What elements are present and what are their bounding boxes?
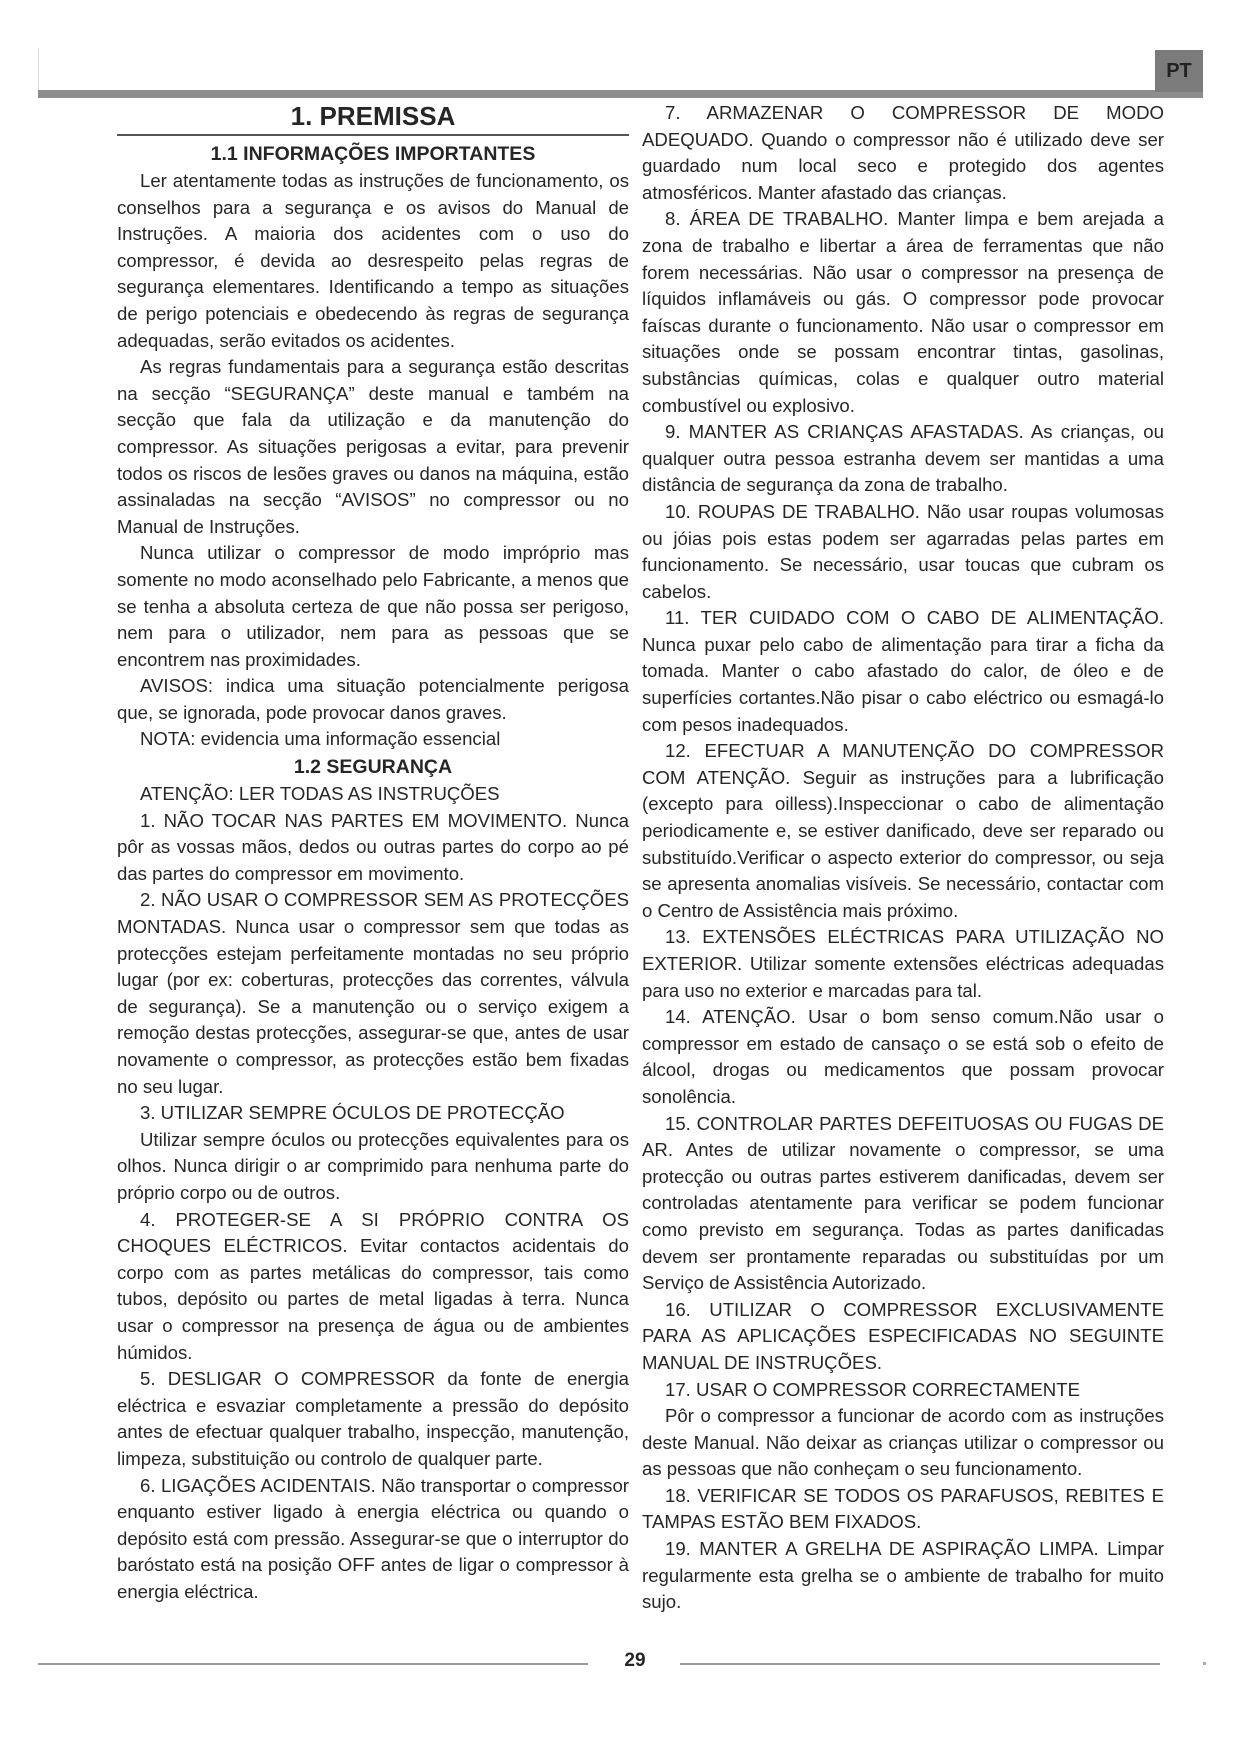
footer-rule-left (38, 1663, 588, 1665)
left-column (117, 100, 629, 1605)
safety-item: 1. NÃO TOCAR NAS PARTES EM MOVIMENTO. Nunca pôr as vossas mãos, dedos ou outras partes do corpo ao pé das partes do compressor em movimento. (117, 809, 629, 884)
page-number: 29 (624, 1650, 646, 1671)
safety-item: 6. LIGAÇÕES ACIDENTAIS. Não transportar o compressor enquanto estiver ligado à energia eléctrica ou quando o depósito está com pressão. Assegurar-se que o interruptor do baróstato está na posição OFF antes de ligar o compressor à energia eléctrica. (117, 1474, 629, 1602)
note-definition: NOTA: evidencia uma informação essencial (140, 728, 501, 750)
safety-item: 15. CONTROLAR PARTES DEFEITUOSAS OU FUGAS DE AR. Antes de utilizar novamente o compressor, se uma protecção ou outras partes estiverem danificadas, devem ser controladas atentamente para verificar se podem funcionar como previsto em segurança. Todas as partes danificadas devem ser prontamente reparadas ou substituídas por um Serviço de Assistência Autorizado. (642, 1112, 1164, 1294)
safety-item-title: 17. USAR O COMPRESSOR CORRECTAMENTE (665, 1378, 1080, 1400)
section-heading-important-info: 1.1 INFORMAÇÕES IMPORTANTES (210, 143, 536, 165)
safety-item: 19. MANTER A GRELHA DE ASPIRAÇÃO LIMPA. Limpar regularmente esta grelha se o ambiente de trabalho for muito sujo. (642, 1538, 1164, 1613)
safety-item-title: 3. UTILIZAR SEMPRE ÓCULOS DE PROTECÇÃO (140, 1102, 565, 1124)
safety-item: 13. EXTENSÕES ELÉCTRICAS PARA UTILIZAÇÃO NO EXTERIOR. Utilizar somente extensões eléctricas adequadas para uso no exterior e marcadas para tal. (642, 926, 1164, 1001)
footer-rule-right (680, 1663, 1160, 1665)
section-heading-safety: 1.2 SEGURANÇA (293, 756, 453, 779)
right-column (642, 100, 1164, 1616)
attention-line: ATENÇÃO: LER TODAS AS INSTRUÇÕES (140, 783, 500, 805)
page-corner-line (38, 48, 39, 92)
language-tag: PT (1155, 50, 1203, 92)
header-rule (38, 90, 1203, 98)
safety-item: 5. DESLIGAR O COMPRESSOR da fonte de energia eléctrica e esvaziar completamente a pressão do depósito antes de efectuar qualquer trabalho, inspecção, manutenção, limpeza, substituição ou controlo de qualquer parte. (117, 1368, 629, 1469)
paragraph: Nunca utilizar o compressor de modo impróprio mas somente no modo aconselhado pelo Fabricante, a menos que se tenha a absoluta certeza de que não possa ser perigoso, nem para o utilizador, nem para as pessoas que se encontrem nas proximidades. (117, 542, 629, 670)
safety-item: 9. MANTER AS CRIANÇAS AFASTADAS. As crianças, ou qualquer outra pessoa estranha devem ser mantidas a uma distância de segurança da zona de trabalho. (642, 421, 1164, 496)
warning-definition: AVISOS: indica uma situação potencialmente perigosa que, se ignorada, pode provocar danos graves. (117, 675, 629, 723)
safety-item: 11. TER CUIDADO COM O CABO DE ALIMENTAÇÃO. Nunca puxar pelo cabo de alimentação para tirar a ficha da tomada. Manter o cabo afastado do calor, de óleo e de superfícies cortantes.Não pisar o cabo eléctrico ou esmagá-lo com pesos inadequados. (642, 607, 1164, 735)
footer-dot (1203, 1662, 1206, 1665)
safety-item: 18. VERIFICAR SE TODOS OS PARAFUSOS, REBITES E TAMPAS ESTÃO BEM FIXADOS. (642, 1484, 1164, 1533)
safety-item: Utilizar sempre óculos ou protecções equivalentes para os olhos. Nunca dirigir o ar comprimido para nenhuma parte do próprio corpo ou de outros. (117, 1128, 629, 1203)
safety-item: Pôr o compressor a funcionar de acordo com as instruções deste Manual. Não deixar as crianças utilizar o compressor ou as pessoas que não conheçam o seu funcionamento. (642, 1405, 1164, 1480)
safety-item: 2. NÃO USAR O COMPRESSOR SEM AS PROTECÇÕES MONTADAS. Nunca usar o compressor sem que todas as protecções estejam perfeitamente montadas no seu próprio lugar (por ex: coberturas, protecções das correntes, válvula de segurança). Se a manutenção ou o serviço exigem a remoção destas protecções, assegurar-se que, antes de usar novamente o compressor, as protecções estão bem fixadas no seu lugar. (117, 889, 629, 1097)
safety-item: 10. ROUPAS DE TRABALHO. Não usar roupas volumosas ou jóias pois estas podem ser agarradas pelas partes em funcionamento. Se necessário, usar toucas que cubram os cabelos. (642, 500, 1164, 602)
safety-item: 16. UTILIZAR O COMPRESSOR EXCLUSIVAMENTE PARA AS APLICAÇÕES ESPECIFICADAS NO SEGUINTE MANUAL DE INSTRUÇÕES. (642, 1298, 1164, 1373)
safety-item: 12. EFECTUAR A MANUTENÇÃO DO COMPRESSOR COM ATENÇÃO. Seguir as instruções para a lubrificação (excepto para oilless).Inspeccionar o cabo de alimentação periodicamente e, se estiver danificado, deve ser reparado ou substituído.Verificar o aspecto exterior do compressor, ou seja se apresenta anomalias visíveis. Se necessário, contactar com o Centro de Assistência mais próximo. (642, 740, 1164, 921)
page-title: 1. PREMISSA (290, 101, 456, 131)
paragraph: Ler atentamente todas as instruções de funcionamento, os conselhos para a segurança e os avisos do Manual de Instruções. A maioria dos acidentes com o uso do compressor, é devida ao desrespeito pelas regras de segurança elementares. Identificando a tempo as situações de perigo potenciais e obedecendo às regras de segurança adequadas, serão evitados os acidentes. (117, 170, 629, 351)
safety-item: 4. PROTEGER-SE A SI PRÓPRIO CONTRA OS CHOQUES ELÉCTRICOS. Evitar contactos acidentais do corpo com as partes metálicas do compressor, tais como tubos, depósito ou partes de metal ligadas à terra. Nunca usar o compressor na presença de água ou de ambientes húmidos. (117, 1208, 629, 1363)
safety-item: 14. ATENÇÃO. Usar o bom senso comum.Não usar o compressor em estado de cansaço o se está sob o efeito de álcool, drogas ou medicamentos que possam provocar sonolência. (642, 1006, 1164, 1107)
safety-item: 8. ÁREA DE TRABALHO. Manter limpa e bem arejada a zona de trabalho e libertar a área de ferramentas que não forem necessárias. Não usar o compressor na presença de líquidos inflamáveis ou gás. O compressor pode provocar faíscas durante o funcionamento. Não usar o compressor em situações onde se possam encontrar tintas, gasolinas, substâncias químicas, colas e qualquer outro material combustível ou explosivo. (642, 208, 1164, 416)
title-rule (117, 134, 629, 136)
safety-item: 7. ARMAZENAR O COMPRESSOR DE MODO ADEQUADO. Quando o compressor não é utilizado deve ser guardado num local seco e protegido dos agentes atmosféricos. Manter afastado das crianças. (642, 102, 1164, 203)
paragraph: As regras fundamentais para a segurança estão descritas na secção “SEGURANÇA” deste manual e também na secção que fala da utilização e da manutenção do compressor. As situações perigosas a evitar, para prevenir todos os riscos de lesões graves ou danos na máquina, estão assinaladas na secção “AVISOS” no compressor ou no Manual de Instruções. (117, 356, 629, 537)
